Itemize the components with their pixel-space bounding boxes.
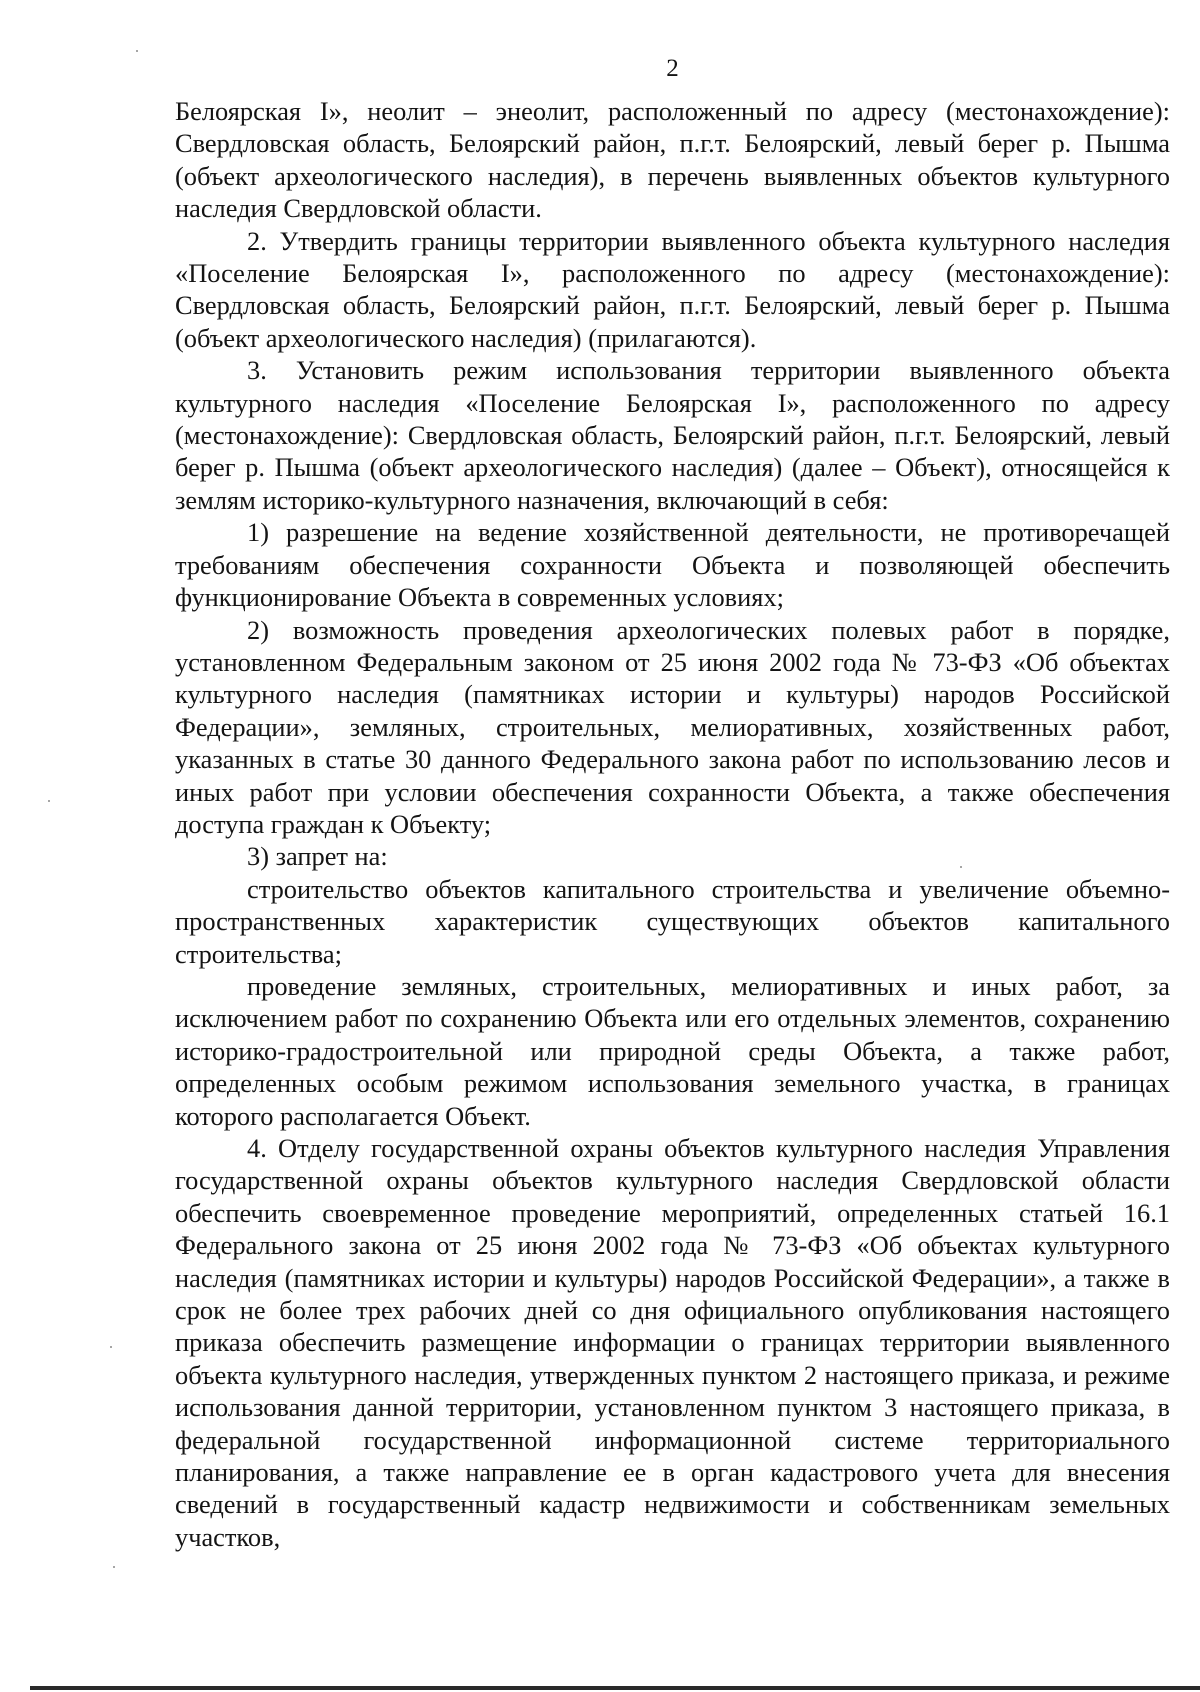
paragraph-prohibition-construction: строительство объектов капитального строительства и увеличение объемно-пространственных характеристик существующих объектов капитального строительства;: [175, 873, 1170, 969]
scan-speck: [110, 1346, 112, 1348]
paragraph-prohibition-works: проведение земляных, строительных, мелиоративных и иных работ, за исключением работ по сохранению Объекта или его отдельных элементов, сохранению историко-градостроительной или природной среды Объекта, а также работ, определенных особым режимом использования земельного участка, в границах которого располагается Объект.: [175, 970, 1170, 1131]
paragraph-item-3: 3. Установить режим использования территории выявленного объекта культурного наследия «Поселение Белоярская I», расположенного по адресу (местонахождение): Свердловская область, Белоярский район, п.г.т. Белоярский, левый берег р. Пышма (объект археологического наследия) (далее – Объект), относящейся к землям историко-культурного назначения, включающий в себя:: [175, 355, 1170, 515]
scan-speck: [960, 866, 962, 868]
scan-speck: [113, 1566, 115, 1568]
paragraph-continuation: Белоярская I», неолит – энеолит, расположенный по адресу (местонахождение): Свердловская область, Белоярский район, п.г.т. Белоярский, левый берег р. Пышма (объект археологического наследия), в перечень выявленных объектов культурного наследия Свердловской области.: [175, 96, 1170, 224]
paragraph-item-4: 4. Отделу государственной охраны объектов культурного наследия Управления государственной охраны объектов культурного наследия Свердловской области обеспечить своевременное проведение мероприятий, определенных статьей 16.1 Федерального закона от 25 июня 2002 года № 73-ФЗ «Об объектах культурного наследия (памятниках истории и культуры) народов Российской Федерации», а также в срок не более трех рабочих дней со дня официального опубликования настоящего приказа обеспечить размещение информации о границах территории выявленного объекта культурного наследия, утвержденных пунктом 2 настоящего приказа, и режиме использования данной территории, установленном пунктом 3 настоящего приказа, в федеральной государственной информационной системе территориального планирования, а также направление ее в орган кадастрового учета для внесения сведений в государственный кадастр недвижимости и собственникам земельных участков,: [175, 1133, 1170, 1552]
paragraph-subitem-3: 3) запрет на:: [247, 841, 388, 872]
scan-bottom-edge: [30, 1686, 1200, 1690]
page-number: 2: [666, 55, 679, 82]
document-body: [175, 95, 1170, 1553]
paragraph-subitem-1: 1) разрешение на ведение хозяйственной деятельности, не противоречащей требованиям обеспечения сохранности Объекта и позволяющей обеспечить функционирование Объекта в современных условиях;: [175, 517, 1170, 613]
paragraph-item-2: 2. Утвердить границы территории выявленного объекта культурного наследия «Поселение Белоярская I», расположенного по адресу (местонахождение): Свердловская область, Белоярский район, п.г.т. Белоярский, левый берег р. Пышма (объект археологического наследия) (прилагаются).: [175, 225, 1170, 353]
scan-speck: [136, 50, 138, 52]
paragraph-subitem-2: 2) возможность проведения археологических полевых работ в порядке, установленном Федеральным законом от 25 июня 2002 года № 73-ФЗ «Об объектах культурного наследия (памятниках истории и культуры) народов Российской Федерации», земляных, строительных, мелиоративных, хозяйственных работ, указанных в статье 30 данного Федерального закона работ по использованию лесов и иных работ при условии обеспечения сохранности Объекта, а также обеспечения доступа граждан к Объекту;: [175, 614, 1170, 839]
scan-speck: [48, 800, 50, 802]
